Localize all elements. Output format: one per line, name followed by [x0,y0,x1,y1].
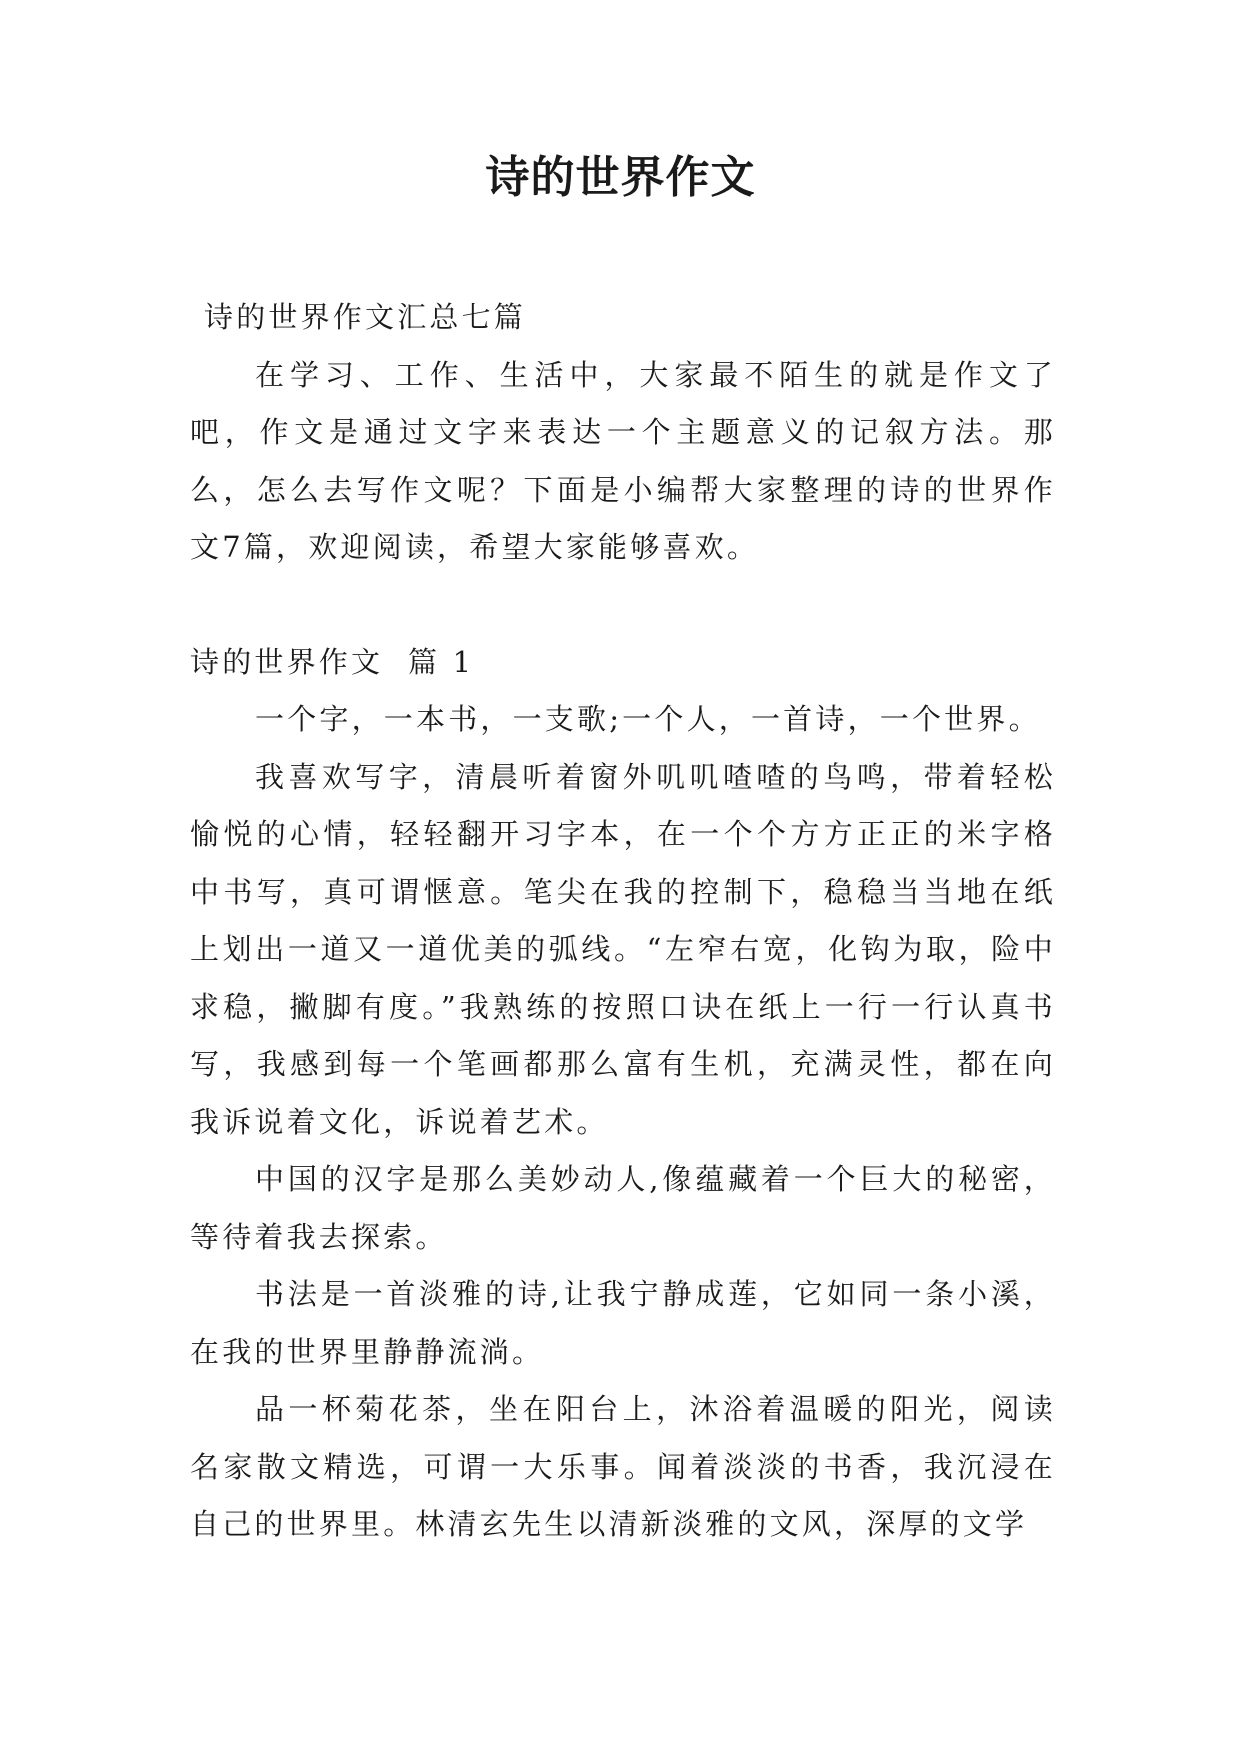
paragraph: 书法是一首淡雅的诗,让我宁静成莲，它如同一条小溪，在我的世界里静静流淌。 [190,1277,1056,1369]
intro-paragraph: 在学习、工作、生活中，大家最不陌生的就是作文了吧，作文是通过文字来表达一个主题意义的记叙方法。那么，怎么去写作文呢？下面是小编帮大家整理的诗的世界作文7篇，欢迎阅读，希望大家能够喜欢。 [190,357,1056,564]
document-body [190,289,1056,1554]
paragraph: 品一杯菊花茶，坐在阳台上，沐浴着温暖的阳光，阅读名家散文精选，可谓一大乐事。闻着淡淡的书香，我沉浸在自己的世界里。林清玄先生以清新淡雅的文风，深厚的文学 [190,1392,1056,1541]
document-subtitle: 诗的世界作文汇总七篇 [204,300,527,334]
paragraph: 中国的汉字是那么美妙动人,像蕴藏着一个巨大的秘密，等待着我去探索。 [190,1162,1056,1254]
paragraph: 我喜欢写字，清晨听着窗外叽叽喳喳的鸟鸣，带着轻松愉悦的心情，轻轻翻开习字本，在一个个方方正正的米字格中书写，真可谓惬意。笔尖在我的控制下，稳稳当当地在纸上划出一道又一道优美的弧线。“左窄右宽，化钩为取，险中求稳，撇脚有度。”我熟练的按照口诀在纸上一行一行认真书写，我感到每一个笔画都那么富有生机，充满灵性，都在向我诉说着文化，诉说着艺术。 [190,759,1056,1139]
section-heading: 诗的世界作文 篇 1 [190,644,475,679]
document-title: 诗的世界作文 [485,152,756,203]
paragraph: 一个字，一本书，一支歌;一个人，一首诗，一个世界。 [255,702,1041,736]
